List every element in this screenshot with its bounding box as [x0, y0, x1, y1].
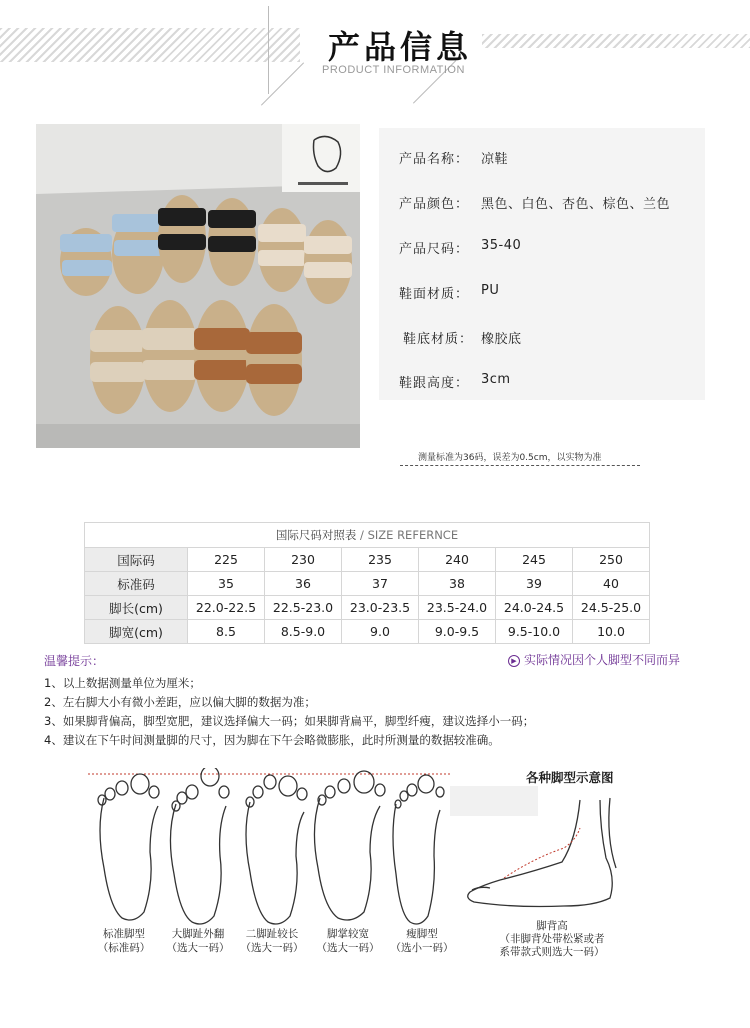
- foot-outline-bunion: [170, 768, 229, 924]
- table-cell: 37: [342, 572, 419, 596]
- foot-side-label-line: 脚背高: [536, 920, 568, 932]
- foot-label-line: （选大一码）: [316, 942, 380, 954]
- measure-note-underline: [400, 465, 640, 466]
- info-value: 黑色、白色、杏色、棕色、兰色: [481, 197, 671, 212]
- table-cell: 9.0-9.5: [419, 620, 496, 644]
- product-photo: [36, 124, 360, 448]
- table-cell: 235: [342, 548, 419, 572]
- info-value: 凉鞋: [481, 152, 509, 167]
- info-row-sole: [403, 328, 522, 347]
- row-head: 国际码: [85, 548, 188, 572]
- foot-label-line: 二脚趾较长: [245, 928, 299, 940]
- table-cell: 10.0: [573, 620, 650, 644]
- foot-outline-slim: [393, 775, 444, 924]
- foot-outline-standard: [98, 774, 159, 920]
- foot-side-view: [462, 796, 622, 916]
- info-value: PU: [481, 283, 500, 298]
- header-divider: [268, 6, 269, 94]
- foot-label-long-second-toe: [232, 927, 312, 955]
- sandals-photo: [36, 124, 360, 448]
- table-cell: 23.0-23.5: [342, 596, 419, 620]
- tips-title: 温馨提示：: [44, 654, 105, 668]
- instep-height-line: [504, 828, 580, 878]
- tip-item: 4、建议在下午时间测量脚的尺寸，因为脚在下午会略微膨胀，此时所测量的数据较准确。: [44, 733, 500, 747]
- table-cell: 9.0: [342, 620, 419, 644]
- tip-item: 1、以上数据测量单位为厘米；: [44, 676, 201, 690]
- foot-label-standard: [84, 927, 164, 955]
- foot-side-label-line: （非脚背处带松紧或者: [499, 933, 605, 945]
- table-row: [85, 548, 650, 572]
- tip-item: 2、左右脚大小有微小差距，应以偏大脚的数据为准；: [44, 695, 316, 709]
- tips-side-note: [508, 651, 680, 668]
- arrow-circle-icon: ▶: [508, 655, 520, 667]
- table-row: [85, 572, 650, 596]
- table-row: [85, 620, 650, 644]
- info-value: 35-40: [481, 238, 522, 253]
- row-head: 标准码: [85, 572, 188, 596]
- foot-label-line: 脚掌较宽: [327, 928, 369, 940]
- foot-label-line: 标准脚型: [103, 928, 145, 940]
- table-cell: 230: [265, 548, 342, 572]
- size-table: [84, 522, 650, 644]
- foot-types-title: 各种脚型示意图: [526, 770, 614, 785]
- table-cell: 35: [188, 572, 265, 596]
- table-row: [85, 596, 650, 620]
- info-label: 产品名称：: [399, 152, 470, 167]
- table-cell: 39: [496, 572, 573, 596]
- foot-label-slim: [382, 927, 462, 955]
- info-row-size: [399, 238, 522, 257]
- info-label: 产品尺码：: [399, 242, 470, 257]
- info-row-name: [399, 148, 509, 167]
- info-value: 橡胶底: [481, 332, 522, 347]
- foot-outline-long-second-toe: [246, 775, 307, 924]
- row-head: 脚长(cm): [85, 596, 188, 620]
- foot-label-line: 瘦脚型: [406, 928, 438, 940]
- info-row-upper: [399, 283, 500, 302]
- info-row-heel: [399, 372, 511, 391]
- foot-label-line: 大脚趾外翻: [171, 928, 225, 940]
- table-cell: 38: [419, 572, 496, 596]
- info-label: 鞋面材质：: [399, 287, 470, 302]
- foot-label-wide: [308, 927, 388, 955]
- size-table-caption: [85, 523, 650, 548]
- info-label: 产品颜色：: [399, 197, 470, 212]
- table-cell: 240: [419, 548, 496, 572]
- measure-note: 测量标准为36码，误差为0.5cm，以实物为准: [418, 453, 602, 463]
- table-cell: 8.5: [188, 620, 265, 644]
- table-cell: 22.0-22.5: [188, 596, 265, 620]
- product-info-panel: [379, 128, 705, 400]
- foot-side-label: [490, 920, 614, 959]
- table-cell: 22.5-23.0: [265, 596, 342, 620]
- header-hatch-right: [482, 34, 750, 48]
- caption-en: / SIZE REFERNCE: [356, 528, 459, 542]
- page-title: 产品信息: [328, 28, 473, 66]
- row-head: 脚宽(cm): [85, 620, 188, 644]
- table-cell: 40: [573, 572, 650, 596]
- tip-item: 3、如果脚背偏高，脚型宽肥，建议选择偏大一码；如果脚背扁平，脚型纤瘦，建议选择小一码；: [44, 714, 535, 728]
- table-cell: 23.5-24.0: [419, 596, 496, 620]
- foot-label-line: （标准码）: [97, 942, 151, 954]
- info-label: 鞋跟高度：: [399, 376, 470, 391]
- foot-label-line: （选大一码）: [240, 942, 304, 954]
- foot-outline-wide: [314, 771, 385, 920]
- foot-label-line: （选小一码）: [390, 942, 454, 954]
- header-hatch-left: [0, 28, 300, 62]
- info-row-color: [399, 193, 671, 212]
- table-cell: 9.5-10.0: [496, 620, 573, 644]
- foot-side-label-line: 系带款式则选大一码）: [499, 946, 605, 958]
- table-cell: 8.5-9.0: [265, 620, 342, 644]
- table-cell: 250: [573, 548, 650, 572]
- page-subtitle: PRODUCT INFORMATION: [322, 64, 465, 76]
- table-cell: 24.5-25.0: [573, 596, 650, 620]
- table-cell: 36: [265, 572, 342, 596]
- tips-side-note-text: 实际情况因个人脚型不同而异: [524, 653, 681, 667]
- info-value: 3cm: [481, 372, 511, 387]
- foot-label-bunion: [158, 927, 238, 955]
- foot-types-diagram: [84, 768, 454, 928]
- caption-zh: 国际尺码对照表: [275, 528, 357, 542]
- table-cell: 245: [496, 548, 573, 572]
- table-cell: 24.0-24.5: [496, 596, 573, 620]
- table-cell: 225: [188, 548, 265, 572]
- info-label: 鞋底材质：: [403, 332, 474, 347]
- foot-label-line: （选大一码）: [166, 942, 230, 954]
